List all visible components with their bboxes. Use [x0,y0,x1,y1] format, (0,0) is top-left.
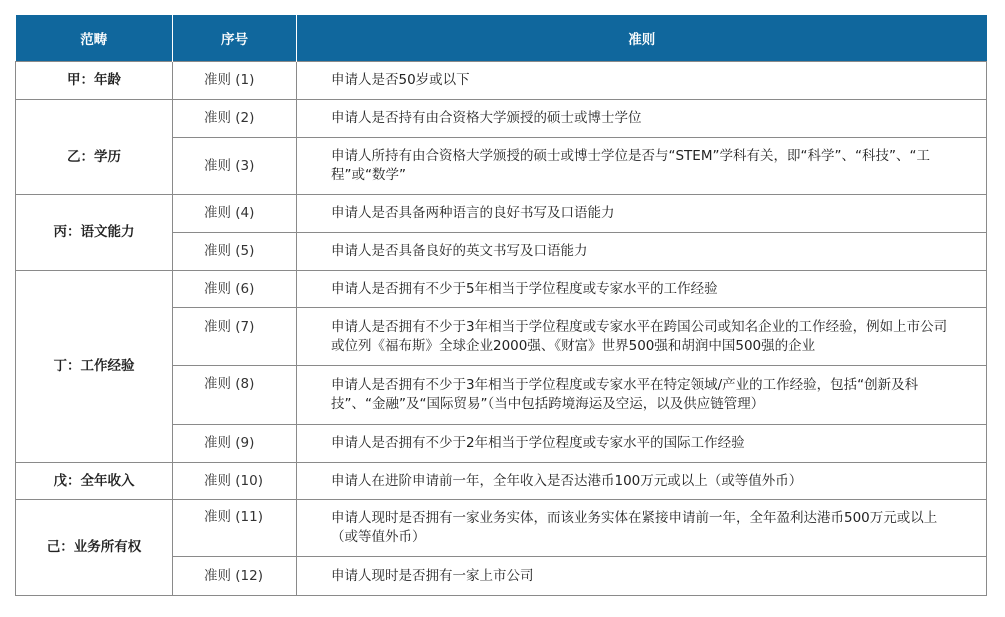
category-cell-business-ownership: 己：业务所有权 [16,500,173,596]
rule-text-cell: 申请人现时是否拥有一家业务实体，而该业务实体在紧接申请前一年，全年盈利达港币500万元或以上（或等值外币） [297,500,987,557]
category-cell-language: 丙：语文能力 [16,195,173,271]
rule-text-cell: 申请人是否拥有不少于3年相当于学位程度或专家水平在跨国公司或知名企业的工作经验，例如上市公司或位列《福布斯》全球企业2000强、《财富》世界500强和胡润中国500强的企业 [297,308,987,366]
table-row [16,195,987,233]
rule-number-cell: 准则 (2) [173,100,297,138]
rule-number-cell: 准则 (4) [173,195,297,233]
rule-text-cell: 申请人是否拥有不少于3年相当于学位程度或专家水平在特定领域/产业的工作经验，包括“创新及科技”、“金融”及“国际贸易”（当中包括跨境海运及空运，以及供应链管理） [297,366,987,425]
header-category: 范畴 [16,15,173,62]
rule-text-cell: 申请人所持有由合资格大学颁授的硕士或博士学位是否与“STEM”学科有关，即“科学”、“科技”、“工程”或“数学” [297,138,987,195]
rule-text-cell: 申请人现时是否拥有一家上市公司 [297,557,987,596]
category-cell-education: 乙：学历 [16,100,173,195]
rule-number-cell: 准则 (1) [173,62,297,100]
header-rule: 准则 [297,15,987,62]
rule-number-cell: 准则 (9) [173,425,297,463]
rule-text-cell: 申请人是否具备两种语言的良好书写及口语能力 [297,195,987,233]
rule-number-cell: 准则 (5) [173,233,297,271]
rule-number-cell: 准则 (6) [173,271,297,308]
table-row [16,100,987,138]
rule-text-cell: 申请人是否持有由合资格大学颁授的硕士或博士学位 [297,100,987,138]
table-row [16,500,987,557]
rule-number-cell: 准则 (8) [173,366,297,425]
category-cell-work-experience: 丁：工作经验 [16,271,173,463]
rule-number-cell: 准则 (3) [173,138,297,195]
rule-text-cell: 申请人是否具备良好的英文书写及口语能力 [297,233,987,271]
table-header-row [16,15,987,62]
table-row [16,271,987,308]
criteria-table-container [15,15,986,596]
category-cell-income: 戊：全年收入 [16,463,173,500]
header-number: 序号 [173,15,297,62]
category-cell-age: 甲：年龄 [16,62,173,100]
rule-number-cell: 准则 (10) [173,463,297,500]
rule-number-cell: 准则 (11) [173,500,297,557]
rule-number-cell: 准则 (7) [173,308,297,366]
rule-text-cell: 申请人是否50岁或以下 [297,62,987,100]
table-row [16,463,987,500]
rule-number-cell: 准则 (12) [173,557,297,596]
criteria-table [15,15,987,596]
table-row [16,62,987,100]
rule-text-cell: 申请人是否拥有不少于5年相当于学位程度或专家水平的工作经验 [297,271,987,308]
rule-text-cell: 申请人在进阶申请前一年，全年收入是否达港币100万元或以上（或等值外币） [297,463,987,500]
rule-text-cell: 申请人是否拥有不少于2年相当于学位程度或专家水平的国际工作经验 [297,425,987,463]
